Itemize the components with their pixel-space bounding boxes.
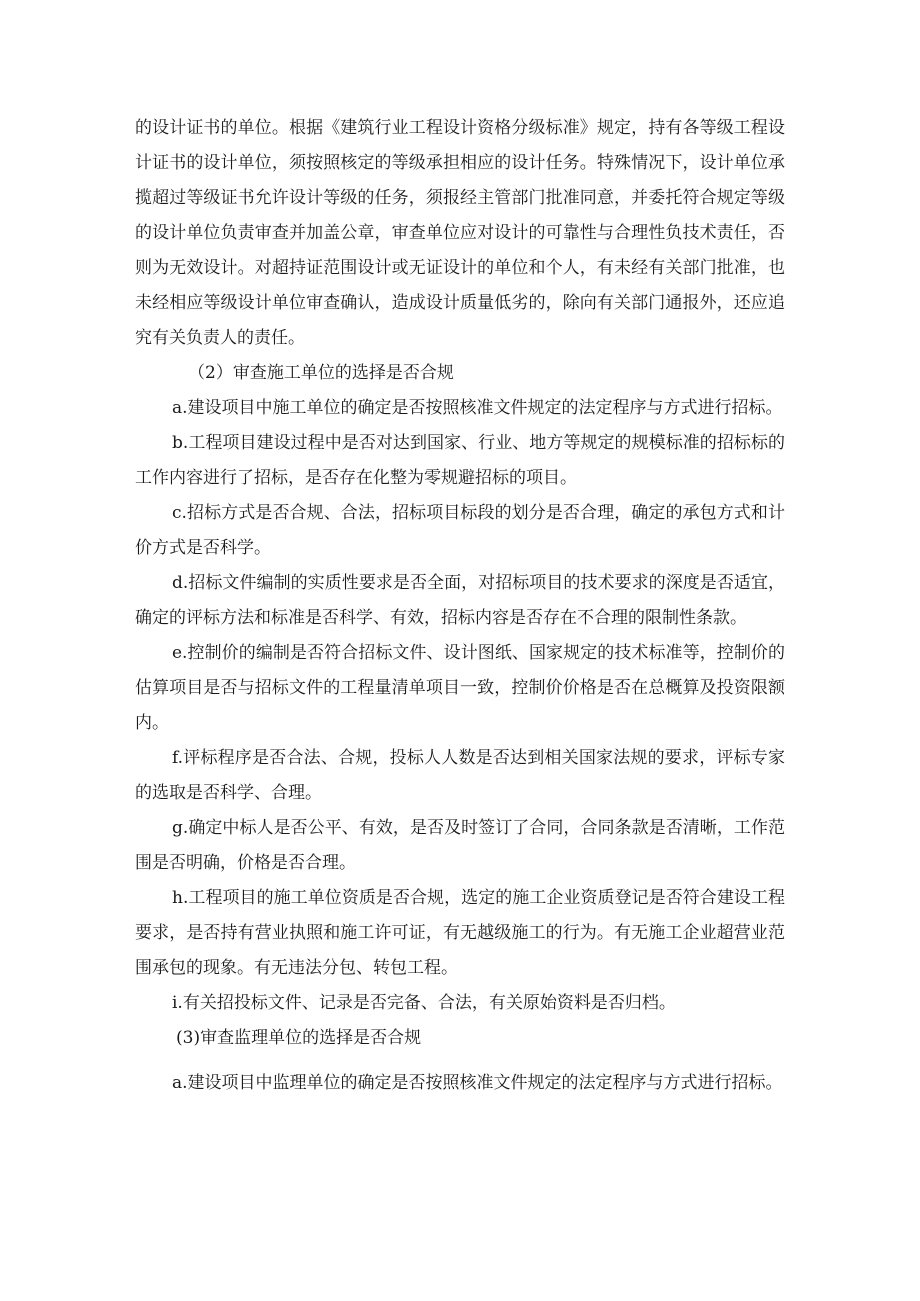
list-item: g.确定中标人是否公平、有效，是否及时签订了合同，合同条款是否清晰，工作范 bbox=[172, 818, 785, 838]
list-item: 估算项目是否与招标文件的工程量清单项目一致，控制价价格是否在总概算及投资限额 bbox=[135, 678, 785, 698]
section-heading: （2）审查施工单位的选择是否合规 bbox=[188, 363, 454, 383]
paragraph-line: 的设计单位负责审查并加盖公章，审查单位应对设计的可靠性与合理性负技术责任，否 bbox=[135, 223, 785, 243]
list-item: f.评标程序是否合法、合规，投标人人数是否达到相关国家法规的要求，评标专家 bbox=[172, 748, 785, 768]
list-item: c.招标方式是否合规、合法，招标项目标段的划分是否合理，确定的承包方式和计 bbox=[172, 503, 785, 523]
list-item: 要求，是否持有营业执照和施工许可证，有无越级施工的行为。有无施工企业超营业范 bbox=[135, 923, 785, 943]
list-item: e.控制价的编制是否符合招标文件、设计图纸、国家规定的技术标准等，控制价的 bbox=[172, 643, 785, 663]
section-heading: (3)审查监理单位的选择是否合规 bbox=[176, 1028, 422, 1048]
list-item: 工作内容进行了招标，是否存在化整为零规避招标的项目。 bbox=[135, 468, 577, 488]
paragraph-line: 的设计证书的单位。根据《建筑行业工程设计资格分级标准》规定，持有各等级工程设 bbox=[135, 118, 785, 138]
list-item: 围是否明确，价格是否合理。 bbox=[135, 853, 356, 873]
paragraph-line: 究有关负责人的责任。 bbox=[135, 328, 305, 348]
list-item: 围承包的现象。有无违法分包、转包工程。 bbox=[135, 958, 458, 978]
list-item: a.建设项目中施工单位的确定是否按照核准文件规定的法定程序与方式进行招标。 bbox=[172, 398, 783, 418]
paragraph-line: 则为无效设计。对超持证范围设计或无证设计的单位和个人，有未经有关部门批准，也 bbox=[135, 258, 785, 278]
list-item: 内。 bbox=[135, 713, 169, 733]
list-item: a.建设项目中监理单位的确定是否按照核准文件规定的法定程序与方式进行招标。 bbox=[172, 1073, 783, 1093]
list-item: d.招标文件编制的实质性要求是否全面，对招标项目的技术要求的深度是否适宜， bbox=[172, 573, 785, 593]
list-item: i.有关招投标文件、记录是否完备、合法，有关原始资料是否归档。 bbox=[172, 993, 676, 1013]
list-item: h.工程项目的施工单位资质是否合规，选定的施工企业资质登记是否符合建设工程 bbox=[172, 888, 785, 908]
list-item: 价方式是否科学。 bbox=[135, 538, 271, 558]
paragraph-line: 计证书的设计单位，须按照核定的等级承担相应的设计任务。特殊情况下，设计单位承 bbox=[135, 153, 785, 173]
paragraph-line: 揽超过等级证书允许设计等级的任务，须报经主管部门批准同意，并委托符合规定等级 bbox=[135, 188, 785, 208]
paragraph-line: 未经相应等级设计单位审查确认，造成设计质量低劣的，除向有关部门通报外，还应追 bbox=[135, 293, 785, 313]
list-item: 的选取是否科学、合理。 bbox=[135, 783, 322, 803]
list-item: b.工程项目建设过程中是否对达到国家、行业、地方等规定的规模标准的招标标的 bbox=[172, 433, 785, 453]
list-item: 确定的评标方法和标准是否科学、有效，招标内容是否存在不合理的限制性条款。 bbox=[135, 608, 747, 628]
